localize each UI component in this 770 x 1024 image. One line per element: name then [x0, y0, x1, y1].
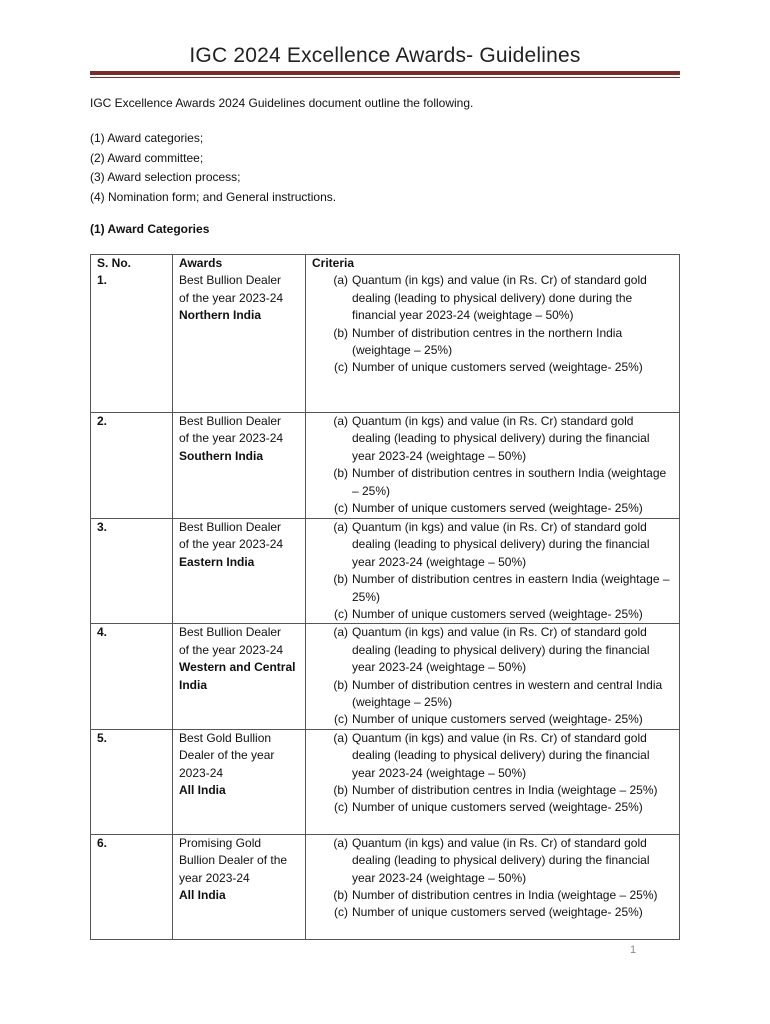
outline-item: (1) Award categories;	[90, 131, 204, 145]
award-region: Southern India	[179, 448, 263, 463]
award-name-line: year 2023-24	[179, 870, 250, 885]
criteria-item	[312, 519, 673, 571]
table-header-row	[91, 255, 680, 273]
criteria-label: (c)	[334, 360, 348, 375]
criteria-text: Quantum (in kgs) and value (in Rs. Cr) of standard gold dealing (leading to physical delivery) during the financial year 2023-24 (weightage – 50%)	[352, 835, 650, 885]
criteria-text: Number of unique customers served (weightage- 25%)	[352, 606, 643, 621]
criteria-label: (a)	[333, 625, 348, 640]
criteria-label: (a)	[333, 273, 348, 288]
award-region: Western and Central India	[179, 660, 296, 692]
table-row	[91, 729, 680, 834]
table-row	[91, 834, 680, 939]
row-criteria	[306, 272, 680, 412]
row-criteria	[306, 518, 680, 623]
criteria-text: Number of distribution centres in western and central India (weightage – 25%)	[352, 677, 663, 709]
criteria-text: Number of distribution centres in India (weightage – 25%)	[352, 888, 658, 902]
criteria-item	[312, 624, 673, 676]
criteria-item	[312, 782, 673, 799]
award-name-line: Best Bullion Dealer	[179, 519, 282, 534]
criteria-item	[312, 465, 673, 500]
criteria-text: Quantum (in kgs) and value (in Rs. Cr) of standard gold dealing (leading to physical delivery) during the financial year 2023-24 (weightage – 50%)	[352, 625, 650, 675]
table-row	[91, 624, 680, 729]
criteria-label: (b)	[333, 466, 348, 481]
criteria-text: Number of unique customers served (weightage- 25%)	[352, 712, 643, 727]
title-rule-thick	[90, 71, 680, 75]
award-name-line: of the year 2023-24	[179, 431, 284, 446]
row-sno: 2.	[91, 412, 173, 518]
row-award	[173, 272, 306, 412]
award-name-line: of the year 2023-24	[179, 537, 284, 552]
criteria-text: Number of unique customers served (weightage- 25%)	[352, 500, 643, 515]
criteria-label: (b)	[333, 325, 348, 340]
section-heading: (1) Award Categories	[90, 222, 210, 236]
page-number: 1	[630, 944, 637, 956]
criteria-item	[312, 500, 673, 517]
award-region: Eastern India	[179, 554, 255, 569]
award-region: All India	[179, 888, 226, 902]
page-title: IGC 2024 Excellence Awards- Guidelines	[189, 44, 581, 67]
criteria-label: (b)	[333, 677, 348, 692]
table-body	[91, 272, 680, 939]
criteria-label: (a)	[333, 835, 348, 850]
criteria-label: (c)	[334, 905, 348, 920]
criteria-label: (c)	[334, 606, 348, 621]
criteria-text: Quantum (in kgs) and value (in Rs. Cr) standard gold dealing (leading to physical delivery) during the financial year 2023-24 (weightage – 50%)	[352, 413, 650, 463]
row-award	[173, 624, 306, 729]
criteria-text: Quantum (in kgs) and value (in Rs. Cr) of standard gold dealing (leading to physical delivery) during the financial year 2023-24 (weightage – 50%)	[352, 519, 650, 569]
criteria-item	[312, 606, 673, 623]
intro-paragraph: IGC Excellence Awards 2024 Guidelines document outline the following.	[90, 96, 474, 110]
award-name-line: Promising Gold	[179, 835, 262, 850]
criteria-label: (c)	[334, 712, 348, 727]
criteria-text: Quantum (in kgs) and value (in Rs. Cr) of standard gold dealing (leading to physical delivery) done during the financial year 2023-24 (weightage – 50%)	[352, 273, 647, 323]
award-name-line: Best Bullion Dealer	[179, 273, 282, 288]
criteria-label: (c)	[334, 500, 348, 515]
criteria-text: Number of distribution centres in eastern India (weightage – 25%)	[352, 572, 670, 604]
criteria-label: (b)	[333, 572, 348, 587]
criteria-item	[312, 730, 673, 782]
row-award	[173, 412, 306, 518]
criteria-label: (a)	[333, 730, 348, 745]
criteria-text: Quantum (in kgs) and value (in Rs. Cr) of standard gold dealing (leading to physical delivery) during the financial year 2023-24 (weightage – 50%)	[352, 730, 650, 780]
criteria-item	[312, 272, 673, 324]
header-criteria: Criteria	[306, 255, 680, 273]
criteria-text: Number of unique customers served (weightage- 25%)	[352, 800, 643, 815]
criteria-label: (b)	[333, 783, 348, 797]
criteria-item	[312, 799, 673, 816]
criteria-text: Number of distribution centres in India (weightage – 25%)	[352, 783, 658, 797]
row-sno: 3.	[91, 518, 173, 623]
award-name-line: Dealer of the year	[179, 748, 275, 763]
criteria-item	[312, 711, 673, 728]
row-sno: 6.	[91, 834, 173, 939]
criteria-text: Number of unique customers served (weightage- 25%)	[352, 905, 643, 920]
row-criteria	[306, 729, 680, 834]
row-criteria	[306, 624, 680, 729]
title-rule-thin	[90, 77, 680, 78]
outline-item: (3) Award selection process;	[90, 170, 241, 185]
award-name-line: Best Gold Bullion	[179, 730, 272, 745]
criteria-label: (c)	[334, 800, 348, 815]
criteria-label: (b)	[333, 888, 348, 902]
header-sno: S. No.	[91, 255, 173, 273]
award-categories-table	[90, 254, 680, 940]
criteria-label: (a)	[333, 413, 348, 428]
criteria-item	[312, 571, 673, 606]
award-name-line: Bullion Dealer of the	[179, 853, 288, 868]
award-name-line: of the year 2023-24	[179, 290, 284, 305]
table-row	[91, 412, 680, 518]
criteria-text: Number of distribution centres in the northern India (weightage – 25%)	[352, 325, 623, 358]
table-row	[91, 518, 680, 623]
row-award	[173, 518, 306, 623]
header-awards: Awards	[173, 255, 306, 273]
criteria-item	[312, 887, 673, 904]
criteria-label: (a)	[333, 519, 348, 534]
row-sno: 4.	[91, 624, 173, 729]
criteria-text: Number of distribution centres in southern India (weightage – 25%)	[352, 466, 667, 498]
outline-list	[90, 129, 680, 207]
row-sno: 1.	[91, 272, 173, 412]
award-name-line: of the year 2023-24	[179, 642, 284, 657]
criteria-text: Number of unique customers served (weightage- 25%)	[352, 360, 643, 375]
outline-item: (2) Award committee;	[90, 150, 204, 165]
criteria-item	[312, 413, 673, 465]
award-name-line: Best Bullion Dealer	[179, 413, 282, 428]
criteria-item	[312, 359, 673, 376]
row-criteria	[306, 834, 680, 939]
criteria-item	[312, 835, 673, 887]
criteria-item	[312, 677, 673, 712]
award-name-line: Best Bullion Dealer	[179, 625, 282, 640]
outline-item: (4) Nomination form; and General instructions.	[90, 189, 337, 204]
row-criteria	[306, 412, 680, 518]
criteria-item	[312, 325, 673, 360]
award-region: Northern India	[179, 308, 262, 323]
criteria-item	[312, 904, 673, 921]
award-name-line: 2023-24	[179, 765, 224, 780]
row-sno: 5.	[91, 729, 173, 834]
row-award	[173, 729, 306, 834]
award-region: All India	[179, 783, 226, 797]
row-award	[173, 834, 306, 939]
table-row	[91, 272, 680, 412]
